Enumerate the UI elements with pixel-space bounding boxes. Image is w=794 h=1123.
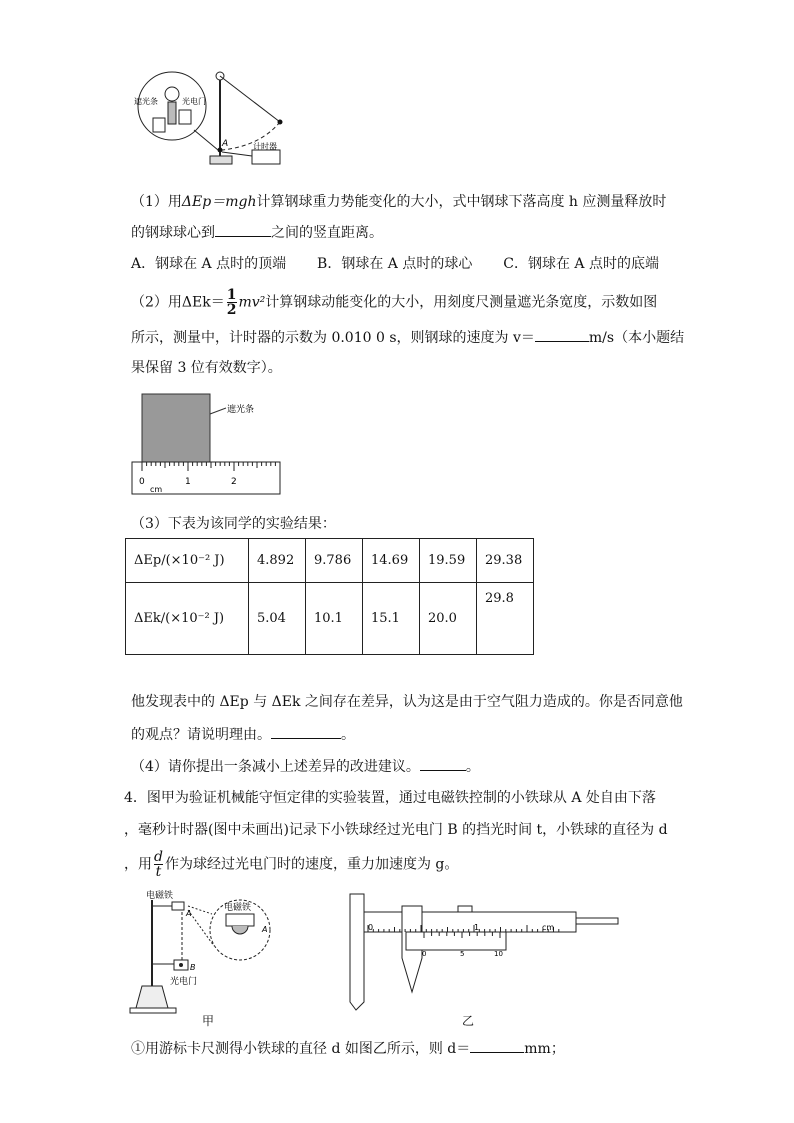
q1-line1: （1）用ΔEp＝mgh计算钢球重力势能变化的大小，式中钢球下落高度 h 应测量释放时 [131, 194, 667, 210]
results-table [125, 538, 534, 655]
q1-options [131, 254, 659, 274]
vernier-tick-5: 5 [460, 950, 465, 958]
detail-a-label: A [262, 925, 268, 934]
q2-line1: （2）用ΔEk＝ $\frac{1}{2}$ mv²计算钢球动能变化的大小，用刻度尺测量遮光条宽度，示数如图 [131, 287, 658, 318]
vernier-tick-0: 0 [422, 950, 427, 958]
q1-option-a[interactable]: A．钢球在 A 点时的顶端 [131, 256, 287, 272]
magnet-label: 电磁铁 [146, 891, 174, 901]
q5-line: ①用游标卡尺测得小铁球的直径 d 如图乙所示，则 d＝ mm； [131, 1038, 565, 1059]
ruler-unit: cm [150, 485, 163, 494]
apparatus-a-label: A [186, 909, 192, 918]
row-label-ek: ΔEk/(×10⁻² J) [126, 583, 249, 655]
vernier-tick-10: 10 [494, 950, 503, 958]
ruler-tick-0: 0 [139, 477, 145, 487]
pendulum-figure [130, 66, 300, 178]
q5-answer-blank[interactable] [470, 1038, 524, 1053]
q3-after2: 的观点？请说明理由。 。 [131, 724, 355, 745]
p4-line3: ，用 $\frac{d}{t}$ 作为球经过光电门时的速度，重力加速度为 g。 [124, 849, 459, 880]
main-tick-1: 1 [474, 923, 480, 932]
table-row: ΔEk/(×10⁻² J) 5.04 10.1 15.1 20.0 29.8 [126, 583, 534, 655]
caption-yi: 乙 [462, 1014, 475, 1028]
gate-label: 光电门 [182, 97, 206, 106]
q3-answer-blank[interactable] [271, 724, 341, 739]
point-a-label: A [222, 139, 229, 149]
q3-intro: （3）下表为该同学的实验结果： [131, 516, 336, 532]
table-row: ΔEp/(×10⁻² J) 4.892 9.786 14.69 19.59 29.38 [126, 539, 534, 583]
apparatus-figure [128, 888, 288, 1026]
q1-answer-blank[interactable] [215, 222, 271, 237]
q2-fraction: $\frac{1}{2}$ [226, 287, 237, 318]
p4-line1: 4．图甲为验证机械能守恒定律的实验装置，通过电磁铁控制的小铁球从 A 处自由下落 [124, 790, 656, 806]
q1-line2: 的钢球球心到 之间的竖直距离。 [131, 222, 383, 243]
q3-after1: 他发现表中的 ΔEp 与 ΔEk 之间存在差异，认为这是由于空气阻力造成的。你是否同意他 [131, 694, 683, 710]
main-tick-0: 0 [368, 923, 374, 932]
apparatus-gate-label: 光电门 [170, 977, 198, 987]
q1-option-c[interactable]: C．钢球在 A 点时的底端 [503, 256, 659, 272]
row-label-ep: ΔEp/(×10⁻² J) [126, 539, 249, 583]
p4-fraction: $\frac{d}{t}$ [154, 849, 163, 880]
shade-label: 遮光条 [134, 97, 158, 106]
caption-jia: 甲 [202, 1014, 215, 1028]
timer-label: 计时器 [253, 142, 277, 151]
caliper-unit: cm [542, 923, 555, 932]
ruler-tick-2: 2 [231, 477, 237, 487]
gate-b-label: B [190, 963, 196, 972]
ruler-tick-1: 1 [185, 477, 191, 487]
q1-formula: ΔEp＝mgh [181, 194, 257, 210]
q4-line: （4）请你提出一条减小上述差异的改进建议。 。 [131, 756, 480, 777]
p4-line2: ，毫秒计时器(图中未画出)记录下小铁球经过光电门 B 的挡光时间 t，小铁球的直径为 d [124, 822, 668, 838]
q2-line3: 果保留 3 位有效数字）。 [131, 360, 282, 376]
ruler-figure [130, 392, 290, 498]
q4-answer-blank[interactable] [420, 756, 466, 771]
magnet-detail-label: 电磁铁 [224, 903, 252, 913]
q1-option-b[interactable]: B．钢球在 A 点时的球心 [317, 256, 473, 272]
q2-line2: 所示，测量中，计时器的示数为 0.010 0 s，则钢球的速度为 v＝ m/s（本小题结 [131, 327, 684, 348]
caliper-figure [346, 892, 626, 1016]
q2-answer-blank[interactable] [535, 327, 589, 342]
ruler-shade-label: 遮光条 [227, 405, 255, 415]
